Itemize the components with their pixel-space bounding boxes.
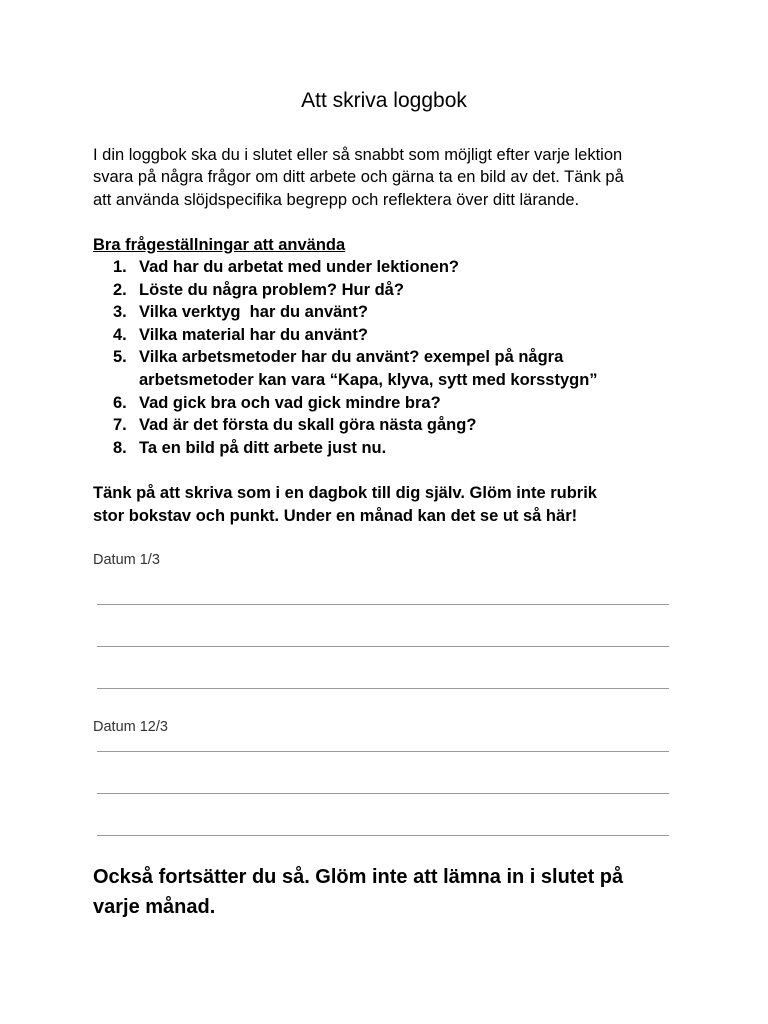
- intro-line: svara på några frågor om ditt arbete och gärna ta en bild av det. Tänk på: [93, 168, 624, 187]
- reminder-line: Tänk på att skriva som i en dagbok till dig själv. Glöm inte rubrik: [93, 484, 597, 502]
- question-number: 5.: [113, 348, 127, 367]
- writing-line: [97, 835, 669, 836]
- writing-line: [97, 688, 669, 689]
- question-number: 8.: [113, 438, 127, 457]
- question-number: 2.: [113, 280, 127, 299]
- question-item: [93, 256, 693, 279]
- writing-line: [97, 604, 669, 605]
- intro-line: att använda slöjdspecifika begrepp och reflektera över ditt lärande.: [93, 190, 580, 209]
- closing-line: varje månad.: [93, 896, 216, 918]
- page-title: Att skriva loggbok: [301, 89, 467, 112]
- writing-line: [97, 646, 669, 647]
- reminder-paragraph: [93, 482, 693, 527]
- question-item: [93, 301, 693, 324]
- question-text: Vilka arbetsmetoder har du använt? exempel på några: [139, 348, 564, 367]
- question-text-continued: arbetsmetoder kan vara “Kapa, klyva, sytt med korsstygn”: [139, 370, 598, 389]
- intro-line: I din loggbok ska du i slutet eller så snabbt som möjligt efter varje lektion: [93, 146, 623, 164]
- writing-line: [97, 793, 669, 794]
- question-number: 1.: [113, 258, 127, 276]
- writing-line: [97, 751, 669, 752]
- question-text: Ta en bild på ditt arbete just nu.: [139, 438, 387, 457]
- question-text: Vad har du arbetat med under lektionen?: [139, 258, 459, 276]
- question-number: 4.: [113, 325, 127, 344]
- question-text: Vad gick bra och vad gick mindre bra?: [139, 393, 441, 412]
- question-item: [93, 324, 693, 347]
- entry-date-label: Datum 1/3: [93, 552, 160, 568]
- question-number: 7.: [113, 416, 127, 435]
- questions-list: [93, 256, 693, 459]
- reminder-line: stor bokstav och punkt. Under en månad kan det se ut så här!: [93, 506, 578, 525]
- question-item: [93, 437, 693, 460]
- question-text: Vad är det första du skall göra nästa gång?: [139, 416, 477, 435]
- closing-paragraph: [93, 862, 693, 922]
- question-text: Löste du några problem? Hur då?: [139, 280, 404, 299]
- question-item: [93, 279, 693, 302]
- question-text: Vilka material har du använt?: [139, 325, 368, 344]
- intro-paragraph: [93, 144, 693, 211]
- questions-heading: Bra frågeställningar att använda: [93, 236, 346, 254]
- question-number: 3.: [113, 303, 127, 322]
- question-text: Vilka verktyg har du använt?: [139, 303, 368, 322]
- question-item: [93, 346, 693, 391]
- closing-line: Också fortsätter du så. Glöm inte att lämna in i slutet på: [93, 866, 624, 888]
- question-number: 6.: [113, 393, 127, 412]
- question-item: [93, 414, 693, 437]
- question-item: [93, 392, 693, 415]
- entry-date-label: Datum 12/3: [93, 719, 168, 735]
